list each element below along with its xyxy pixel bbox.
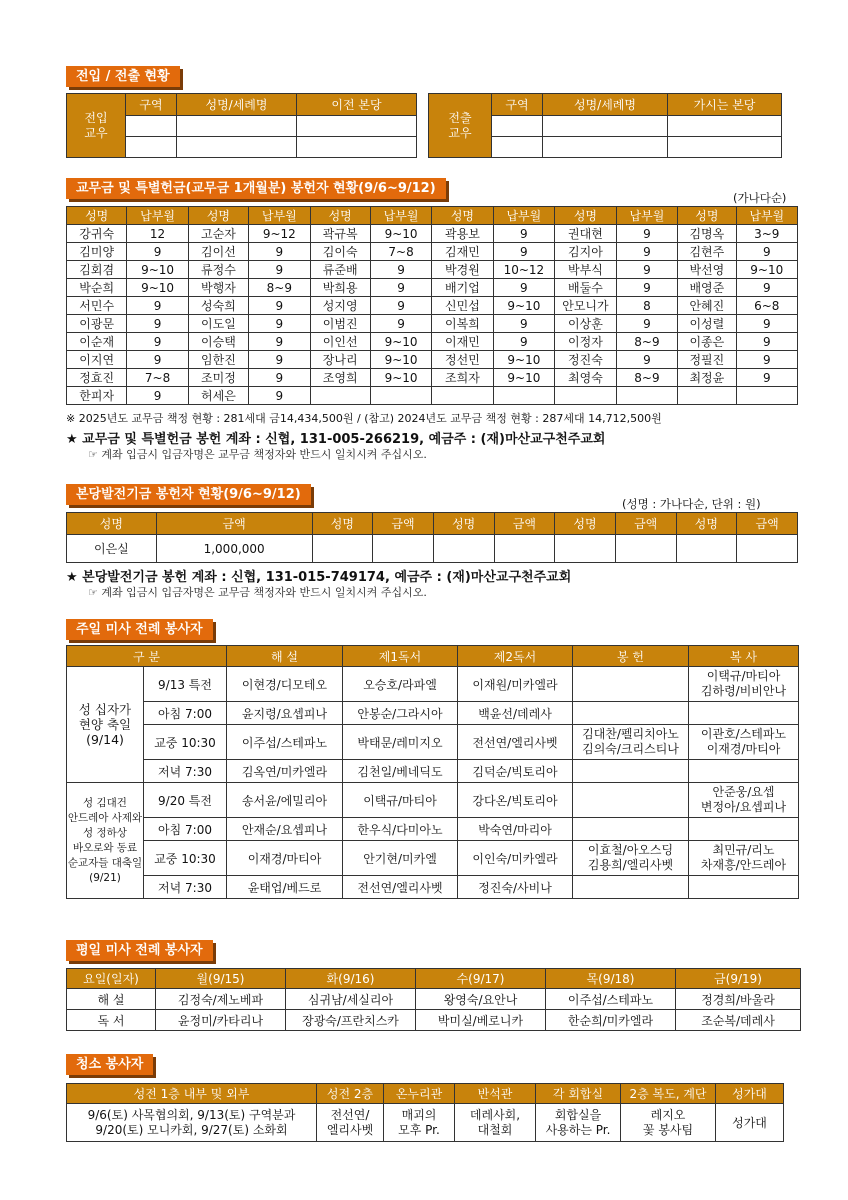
minister-name: 박미실/베로니카 (416, 1010, 546, 1031)
minister-name: 왕영숙/요안나 (416, 989, 546, 1010)
minister-r2: 정진숙/사비나 (458, 876, 573, 899)
col-header: 봉 헌 (573, 646, 689, 667)
table-row (67, 989, 801, 1010)
minister-comm: 이주섭/스테파노 (227, 725, 343, 760)
donor-month: 9~10 (127, 279, 188, 297)
donor-name: 배둘수 (555, 279, 617, 297)
col-header-name: 성명 (678, 207, 736, 225)
col-header-name: 성명 (676, 513, 737, 535)
donor-month: 9~10 (127, 261, 188, 279)
table-row (67, 351, 798, 369)
transfer-in-table (66, 93, 417, 158)
minister-serv (689, 876, 799, 899)
cleaning-assignment: 데레사회, 대철회 (455, 1104, 536, 1142)
donor-month (370, 387, 431, 405)
donor-name: 조희자 (432, 369, 493, 387)
col-header: 구역 (126, 94, 177, 116)
transfer-out-label: 전출 교우 (429, 94, 492, 158)
donor-month: 9 (127, 315, 188, 333)
donor-month: 9 (493, 243, 555, 261)
donor-name: 이상훈 (555, 315, 617, 333)
donor-name: 이은실 (67, 535, 157, 563)
dues-table (66, 206, 798, 405)
minister-comm: 김옥연/미카엘라 (227, 760, 343, 783)
col-header: 2층 복도, 계단 (621, 1084, 716, 1104)
building-account: ★ 본당발전기금 봉헌 계좌 : 신협, 131-015-749174, 예금주 : (재)마산교구천주교회 (66, 570, 572, 585)
donor-month: 9~10 (493, 297, 555, 315)
building-header: 본당발전기금 봉헌자 현황(9/6~9/12) (66, 484, 311, 505)
minister-r2: 이재원/미카엘라 (458, 667, 573, 702)
minister-comm: 이재경/마티아 (227, 841, 343, 876)
donor-month: 9 (616, 243, 677, 261)
minister-time: 교중 10:30 (144, 725, 227, 760)
minister-r1: 전선연/엘리사벳 (343, 876, 458, 899)
col-header: 화(9/16) (286, 969, 416, 989)
donor-name: 곽규복 (310, 225, 370, 243)
donor-month: 7~8 (127, 369, 188, 387)
minister-name: 윤정미/카타리나 (156, 1010, 286, 1031)
cleaning-assignment: 9/6(토) 사목협의회, 9/13(토) 구역분과 9/20(토) 모니카회, 9/27(토) 소화회 (67, 1104, 317, 1142)
col-header-amount: 금액 (737, 513, 798, 535)
donor-month: 8 (616, 297, 677, 315)
minister-comm: 이현경/디모테오 (227, 667, 343, 702)
minister-name: 정경희/바울라 (676, 989, 801, 1010)
building-sort-note: (성명 : 가나다순, 단위 : 원) (622, 497, 761, 511)
donor-month: 9~10 (736, 261, 797, 279)
table-row (67, 841, 799, 876)
table-row (67, 1010, 801, 1031)
table-row (67, 315, 798, 333)
col-header: 구 분 (67, 646, 227, 667)
donor-month: 9~10 (370, 369, 431, 387)
table-row (67, 760, 799, 783)
donor-month: 9 (493, 279, 555, 297)
cleaning-table (66, 1083, 784, 1142)
donor-name: 조미정 (188, 369, 248, 387)
col-header-amount: 금액 (494, 513, 555, 535)
minister-r2: 김덕순/빅토리아 (458, 760, 573, 783)
minister-serv (689, 760, 799, 783)
minister-name: 김정숙/제노베파 (156, 989, 286, 1010)
empty-cell (737, 535, 798, 563)
col-header-name: 성명 (310, 207, 370, 225)
col-header: 구역 (492, 94, 543, 116)
donor-name: 정진숙 (555, 351, 617, 369)
table-row (67, 369, 798, 387)
donor-name: 이승택 (188, 333, 248, 351)
donor-name: 최영숙 (555, 369, 617, 387)
minister-serv (689, 818, 799, 841)
minister-r2: 전선연/엘리사벳 (458, 725, 573, 760)
minister-comm: 윤지령/요셉피나 (227, 702, 343, 725)
donor-name: 류준배 (310, 261, 370, 279)
donor-name: 박경원 (432, 261, 493, 279)
donor-name: 신민섭 (432, 297, 493, 315)
minister-name: 심귀남/세실리아 (286, 989, 416, 1010)
donor-name: 박선영 (678, 261, 736, 279)
minister-r1: 김천일/베네딕도 (343, 760, 458, 783)
row-label: 해 설 (67, 989, 156, 1010)
donor-month: 8~9 (249, 279, 310, 297)
building-table (66, 512, 798, 563)
empty-cell (433, 535, 494, 563)
donor-name (555, 387, 617, 405)
minister-name: 한순희/미카엘라 (546, 1010, 676, 1031)
minister-r1: 박태문/레미지오 (343, 725, 458, 760)
donor-month: 12 (127, 225, 188, 243)
donor-month: 9~10 (493, 369, 555, 387)
donor-name: 강귀숙 (67, 225, 127, 243)
donor-month: 9~12 (249, 225, 310, 243)
minister-time: 아침 7:00 (144, 818, 227, 841)
transfer-out-table (428, 93, 782, 158)
donor-month: 9 (249, 333, 310, 351)
minister-name: 조순복/데레사 (676, 1010, 801, 1031)
donor-month: 9 (616, 351, 677, 369)
minister-off: 김대찬/펠리치아노 김의숙/크리스티나 (573, 725, 689, 760)
col-header-month: 납부월 (736, 207, 797, 225)
celebration-label: 성 십자가 현양 축일 (9/14) (67, 667, 144, 783)
table-row (67, 667, 799, 702)
minister-comm: 안재순/요셉피나 (227, 818, 343, 841)
minister-serv (689, 702, 799, 725)
col-header: 온누리관 (384, 1084, 455, 1104)
donor-month: 9 (736, 351, 797, 369)
donor-month: 9 (493, 333, 555, 351)
col-header: 월(9/15) (156, 969, 286, 989)
donor-name: 이순재 (67, 333, 127, 351)
donor-month: 9 (127, 297, 188, 315)
donor-month: 9 (127, 243, 188, 261)
donor-month: 6~8 (736, 297, 797, 315)
donor-month: 9 (616, 261, 677, 279)
col-header-name: 성명 (188, 207, 248, 225)
col-header-month: 납부월 (616, 207, 677, 225)
table-row (67, 297, 798, 315)
col-header-month: 납부월 (249, 207, 310, 225)
table-row (67, 702, 799, 725)
minister-off (573, 667, 689, 702)
donor-name: 이범진 (310, 315, 370, 333)
col-header: 성명/세례명 (543, 94, 668, 116)
donor-name: 장나리 (310, 351, 370, 369)
col-header: 제2독서 (458, 646, 573, 667)
donor-name: 정필진 (678, 351, 736, 369)
donor-name: 박순희 (67, 279, 127, 297)
cleaning-assignment: 성가대 (716, 1104, 784, 1142)
col-header: 제1독서 (343, 646, 458, 667)
minister-time: 9/13 특전 (144, 667, 227, 702)
col-header: 이전 본당 (297, 94, 417, 116)
col-header-name: 성명 (555, 513, 616, 535)
transfer-in-label: 전입 교우 (67, 94, 126, 158)
table-row (67, 725, 799, 760)
table-row (67, 783, 799, 818)
minister-time: 아침 7:00 (144, 702, 227, 725)
cleaning-header: 청소 봉사자 (66, 1054, 153, 1075)
row-label: 독 서 (67, 1010, 156, 1031)
donor-name: 허세은 (188, 387, 248, 405)
donor-month: 9 (127, 351, 188, 369)
col-header-month: 납부월 (493, 207, 555, 225)
donor-month: 9 (249, 315, 310, 333)
donor-name (432, 387, 493, 405)
col-header: 각 회합실 (536, 1084, 621, 1104)
donor-name: 김명옥 (678, 225, 736, 243)
dues-header: 교무금 및 특별헌금(교무금 1개월분) 봉헌자 현황(9/6~9/12) (66, 178, 446, 199)
donor-name: 안모니가 (555, 297, 617, 315)
donor-name: 이정자 (555, 333, 617, 351)
col-header-month: 납부월 (127, 207, 188, 225)
table-row (67, 225, 798, 243)
col-header: 성전 2층 (317, 1084, 384, 1104)
donor-name: 조영희 (310, 369, 370, 387)
donor-name: 서민수 (67, 297, 127, 315)
empty-cell (555, 535, 616, 563)
donor-name: 이종은 (678, 333, 736, 351)
donor-name: 성숙희 (188, 297, 248, 315)
minister-serv: 이관호/스테파노 이재경/마티아 (689, 725, 799, 760)
minister-time: 저녁 7:30 (144, 760, 227, 783)
donor-month: 8~9 (616, 369, 677, 387)
donor-month: 9~10 (370, 225, 431, 243)
col-header-amount: 금액 (615, 513, 676, 535)
donor-name: 김재민 (432, 243, 493, 261)
col-header: 요일(일자) (67, 969, 156, 989)
donor-name: 권대현 (555, 225, 617, 243)
donor-name: 김지아 (555, 243, 617, 261)
col-header-name: 성명 (67, 207, 127, 225)
minister-r1: 이택규/마티아 (343, 783, 458, 818)
building-account-note: ☞ 계좌 입금시 입금자명은 교무금 책정자와 반드시 일치시켜 주십시오. (88, 586, 427, 599)
minister-r1: 안봉순/그라시아 (343, 702, 458, 725)
col-header: 수(9/17) (416, 969, 546, 989)
donor-name: 성지영 (310, 297, 370, 315)
donor-name: 이성렬 (678, 315, 736, 333)
minister-off: 이효철/아오스딩 김용희/엘리사벳 (573, 841, 689, 876)
donor-name: 배영준 (678, 279, 736, 297)
minister-r1: 한우식/다미아노 (343, 818, 458, 841)
sunday-header: 주일 미사 전례 봉사자 (66, 619, 213, 640)
minister-off (573, 760, 689, 783)
donor-name: 정선민 (432, 351, 493, 369)
donor-name: 이도일 (188, 315, 248, 333)
donor-amount: 1,000,000 (156, 535, 312, 563)
cleaning-assignment: 매괴의 모후 Pr. (384, 1104, 455, 1142)
cleaning-assignment: 전선연/ 엘리사벳 (317, 1104, 384, 1142)
donor-name: 이지연 (67, 351, 127, 369)
weekday-table (66, 968, 801, 1031)
col-header: 성전 1층 내부 및 외부 (67, 1084, 317, 1104)
minister-r2: 강다온/빅토리아 (458, 783, 573, 818)
donor-name: 배기업 (432, 279, 493, 297)
donor-month: 9~10 (493, 351, 555, 369)
minister-off (573, 702, 689, 725)
minister-serv: 이택규/마티아 김하령/비비안나 (689, 667, 799, 702)
donor-month: 10~12 (493, 261, 555, 279)
donor-month: 9 (370, 297, 431, 315)
donor-name: 김회겸 (67, 261, 127, 279)
minister-name: 이주섭/스테파노 (546, 989, 676, 1010)
donor-month (736, 387, 797, 405)
donor-name: 박희용 (310, 279, 370, 297)
minister-comm: 윤태업/베드로 (227, 876, 343, 899)
minister-serv: 안준웅/요셉 변정아/요셉피나 (689, 783, 799, 818)
donor-month: 9 (127, 333, 188, 351)
table-row (67, 876, 799, 899)
col-header-amount: 금액 (373, 513, 434, 535)
dues-account-note: ☞ 계좌 입금시 입금자명은 교무금 책정자와 반드시 일치시켜 주십시오. (88, 448, 427, 461)
empty-cell (615, 535, 676, 563)
transfer-header: 전입 / 전출 현황 (66, 66, 180, 87)
cleaning-assignment: 레지오 꽃 봉사팀 (621, 1104, 716, 1142)
col-header-name: 성명 (433, 513, 494, 535)
donor-name: 곽용보 (432, 225, 493, 243)
donor-month: 9 (736, 279, 797, 297)
col-header: 목(9/18) (546, 969, 676, 989)
donor-month: 9 (249, 243, 310, 261)
minister-off (573, 876, 689, 899)
donor-month: 9 (736, 333, 797, 351)
col-header: 성가대 (716, 1084, 784, 1104)
donor-month: 9 (736, 369, 797, 387)
donor-month: 9 (249, 297, 310, 315)
minister-time: 저녁 7:30 (144, 876, 227, 899)
sunday-table (66, 645, 799, 899)
donor-name: 임한진 (188, 351, 248, 369)
donor-month: 9 (249, 351, 310, 369)
donor-month (616, 387, 677, 405)
donor-month: 9~10 (370, 351, 431, 369)
minister-time: 9/20 특전 (144, 783, 227, 818)
cleaning-assignment: 회합실을 사용하는 Pr. (536, 1104, 621, 1142)
minister-serv: 최민규/리노 차재흥/안드레아 (689, 841, 799, 876)
donor-name: 김이선 (188, 243, 248, 261)
donor-name: 이복희 (432, 315, 493, 333)
col-header-amount: 금액 (156, 513, 312, 535)
donor-name: 최정윤 (678, 369, 736, 387)
donor-name (310, 387, 370, 405)
weekday-header: 평일 미사 전례 봉사자 (66, 940, 213, 961)
col-header-name: 성명 (432, 207, 493, 225)
donor-month: 9 (616, 315, 677, 333)
donor-month: 9~10 (370, 333, 431, 351)
donor-month: 3~9 (736, 225, 797, 243)
minister-r2: 이인숙/미카엘라 (458, 841, 573, 876)
dues-sort-note: (가나다순) (733, 191, 787, 205)
donor-name (678, 387, 736, 405)
donor-month: 9 (616, 279, 677, 297)
col-header: 복 사 (689, 646, 799, 667)
minister-name: 장광숙/프란치스카 (286, 1010, 416, 1031)
donor-month: 9 (249, 369, 310, 387)
table-row (67, 333, 798, 351)
col-header: 해 설 (227, 646, 343, 667)
empty-cell (373, 535, 434, 563)
donor-month: 9 (736, 243, 797, 261)
table-row (67, 279, 798, 297)
minister-time: 교중 10:30 (144, 841, 227, 876)
table-row (67, 818, 799, 841)
empty-cell (494, 535, 555, 563)
donor-name: 한피자 (67, 387, 127, 405)
donor-name: 이인선 (310, 333, 370, 351)
donor-month: 9 (370, 279, 431, 297)
donor-month: 8~9 (616, 333, 677, 351)
donor-month: 9 (370, 315, 431, 333)
donor-name: 김현주 (678, 243, 736, 261)
donor-name: 안혜진 (678, 297, 736, 315)
donor-name: 박부식 (555, 261, 617, 279)
celebration-label: 성 김대건 안드레아 사제와 성 정하상 바오로와 동료 순교자들 대축일 (9/21) (67, 783, 144, 899)
col-header-month: 납부월 (370, 207, 431, 225)
donor-month: 9 (249, 261, 310, 279)
minister-off (573, 818, 689, 841)
minister-r2: 박숙연/마리아 (458, 818, 573, 841)
donor-month: 9 (370, 261, 431, 279)
col-header: 성명/세례명 (177, 94, 297, 116)
table-row (67, 261, 798, 279)
empty-cell (312, 535, 373, 563)
dues-stat-note: ※ 2025년도 교무금 책정 현황 : 281세대 금14,434,500원 / (참고) 2024년도 교무금 책정 현황 : 287세대 14,712,500원 (66, 412, 662, 425)
donor-month: 9 (616, 225, 677, 243)
donor-name: 이재민 (432, 333, 493, 351)
donor-name: 김이숙 (310, 243, 370, 261)
donor-month: 9 (736, 315, 797, 333)
table-row (67, 243, 798, 261)
donor-name: 정효진 (67, 369, 127, 387)
donor-month: 9 (249, 387, 310, 405)
col-header: 금(9/19) (676, 969, 801, 989)
minister-off (573, 783, 689, 818)
donor-name: 이광문 (67, 315, 127, 333)
dues-account: ★ 교무금 및 특별헌금 봉헌 계좌 : 신협, 131-005-266219, 예금주 : (재)마산교구천주교회 (66, 432, 606, 447)
col-header: 가시는 본당 (668, 94, 782, 116)
donor-name: 김미양 (67, 243, 127, 261)
donor-month: 9 (127, 387, 188, 405)
minister-r2: 백윤선/데레사 (458, 702, 573, 725)
empty-cell (676, 535, 737, 563)
donor-name: 류정수 (188, 261, 248, 279)
col-header-name: 성명 (555, 207, 617, 225)
donor-month: 7~8 (370, 243, 431, 261)
minister-r1: 안기현/미카엘 (343, 841, 458, 876)
donor-month (493, 387, 555, 405)
col-header: 반석관 (455, 1084, 536, 1104)
col-header-name: 성명 (67, 513, 157, 535)
table-row (67, 387, 798, 405)
minister-comm: 송서윤/에밀리아 (227, 783, 343, 818)
minister-r1: 오승호/라파엘 (343, 667, 458, 702)
donor-name: 고순자 (188, 225, 248, 243)
donor-month: 9 (493, 315, 555, 333)
donor-month: 9 (493, 225, 555, 243)
donor-name: 박행자 (188, 279, 248, 297)
col-header-name: 성명 (312, 513, 373, 535)
